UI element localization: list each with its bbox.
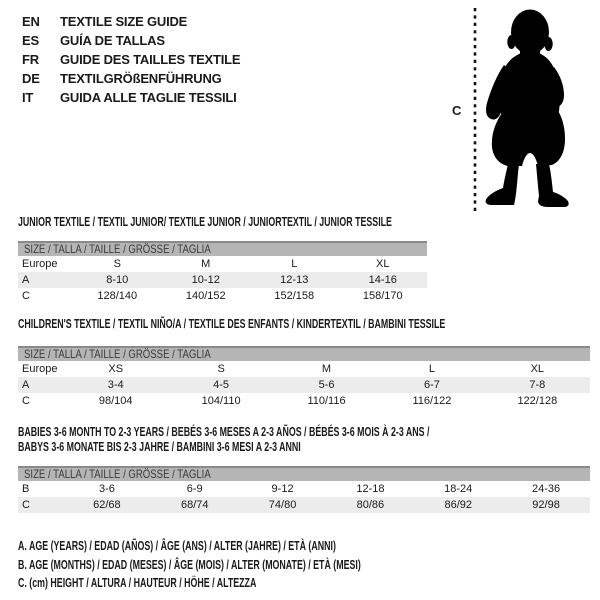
cell: 140/152: [185, 290, 226, 302]
cell: 86/92: [444, 499, 472, 511]
row-label: C: [22, 499, 30, 511]
row-label: C: [22, 395, 30, 407]
cell: 98/104: [98, 395, 133, 407]
cell: 5-6: [318, 379, 335, 391]
cell: 4-5: [213, 379, 230, 391]
cell: 104/110: [201, 395, 241, 407]
row-label: A: [22, 379, 30, 391]
row-label: A: [22, 274, 30, 286]
cell: 128/140: [97, 290, 138, 302]
section-title: [18, 316, 600, 331]
language-list: [22, 12, 240, 107]
language-row: [22, 12, 240, 31]
language-code: FR: [22, 52, 39, 67]
section-title-text: BABIES 3-6 MONTH TO 2-3 YEARS / BEBÉS 3-6 MESES A 2-3 AÑOS / BÉBÉS 3-6 MOIS À 2-3 ANS /: [18, 424, 430, 439]
cell: 8-10: [106, 274, 129, 286]
cell: 122/128: [517, 395, 558, 407]
toddler-silhouette: [450, 5, 595, 215]
table-row: [18, 288, 427, 304]
cell: S: [113, 258, 121, 270]
table-row: [18, 256, 427, 272]
cell: 92/98: [532, 499, 560, 511]
footnotes: [18, 537, 522, 593]
footnote: [18, 537, 522, 556]
language-label: GUIDE DES TAILLES TEXTILE: [60, 52, 241, 67]
language-code: EN: [22, 14, 40, 29]
cell: 12-18: [356, 483, 385, 495]
table-row: [18, 393, 590, 409]
cell: 62/68: [93, 499, 121, 511]
language-label: GUIDA ALLE TAGLIE TESSILI: [60, 90, 237, 105]
section-title-text: CHILDREN'S TEXTILE / TEXTIL NIÑO/A / TEXTILE DES ENFANTS / KINDERTEXTIL / BAMBINI TESSILE: [18, 316, 446, 331]
cell: XL: [530, 363, 545, 375]
size-header-text: SIZE / TALLA / TAILLE / GRÖSSE / TAGLIA: [24, 242, 211, 256]
cell: 110/116: [307, 395, 346, 407]
cell: 158/170: [362, 290, 403, 302]
language-label: TEXTILE SIZE GUIDE: [60, 14, 188, 29]
table-row: [18, 272, 427, 288]
footnote-text: B. AGE (MONTHS) / EDAD (MESES) / ÂGE (MOIS) / ALTER (MONATE) / ETÀ (MESI): [18, 556, 361, 572]
language-label: TEXTILGRÖßENFÜHRUNG: [60, 71, 222, 86]
cell: M: [201, 258, 211, 270]
cell: 7-8: [529, 379, 546, 391]
language-label: GUÍA DE TALLAS: [60, 33, 165, 48]
footnote-text: C. (cm) HEIGHT / ALTURA / HAUTEUR / HÖHE / ALTEZZA: [18, 575, 257, 590]
cell: 152/158: [274, 290, 315, 302]
language-row: [22, 50, 240, 69]
language-row: [22, 88, 240, 107]
size-header-bar: [18, 346, 590, 361]
cell: L: [428, 363, 435, 375]
table-row: [18, 377, 590, 393]
row-label: B: [22, 483, 30, 495]
section-title-text: JUNIOR TEXTILE / TEXTIL JUNIOR/ TEXTILE JUNIOR / JUNIORTEXTIL / JUNIOR TESSILE: [18, 214, 392, 229]
section-title-line: [18, 214, 568, 229]
cell: 3-6: [98, 483, 115, 495]
footnote: [18, 574, 522, 593]
section-title-line: [18, 316, 600, 331]
row-label: Europe: [22, 258, 58, 270]
language-code: DE: [22, 71, 40, 86]
table-row: [18, 361, 590, 377]
cell: 68/74: [180, 499, 209, 511]
cell: XL: [376, 258, 390, 270]
size-header-text: SIZE / TALLA / TAILLE / GRÖSSE / TAGLIA: [24, 347, 211, 361]
row-label: Europe: [22, 363, 58, 375]
cell: 24-36: [531, 483, 561, 495]
section-title: [18, 424, 600, 454]
section-title-line: [18, 439, 600, 454]
cell: L: [291, 258, 298, 270]
section-title: [18, 214, 568, 229]
size-table: [18, 241, 427, 304]
cell: 74/80: [268, 499, 297, 511]
table-row: [18, 497, 590, 513]
footnote: [18, 556, 522, 575]
cell: 9-12: [271, 483, 294, 495]
cell: 3-4: [107, 379, 124, 391]
language-row: [22, 31, 240, 50]
cell: 18-24: [444, 483, 473, 495]
cell: S: [217, 363, 225, 375]
row-label: C: [22, 290, 30, 302]
cell: 6-9: [186, 483, 203, 495]
footnote-text: A. AGE (YEARS) / EDAD (AÑOS) / ÂGE (ANS) / ALTER (JAHRE) / ETÀ (ANNI): [18, 538, 336, 553]
cell: 116/122: [412, 395, 452, 407]
cell: 10-12: [191, 274, 220, 286]
language-code: IT: [22, 90, 34, 105]
section-title-text: BABYS 3-6 MONATE BIS 2-3 JAHRE / BAMBINI 3-6 MESI A 2-3 ANNI: [18, 439, 301, 454]
size-table: [18, 466, 590, 513]
cell: XS: [108, 363, 124, 375]
cell: M: [321, 363, 332, 375]
cell: 6-7: [423, 379, 440, 391]
cell: 80/86: [356, 499, 385, 511]
language-row: [22, 69, 240, 88]
size-header-text: SIZE / TALLA / TAILLE / GRÖSSE / TAGLIA: [24, 467, 211, 481]
section-title-line: [18, 424, 600, 439]
cell: 14-16: [368, 274, 397, 286]
height-measure-label: C: [452, 103, 462, 118]
size-header-bar: [18, 241, 427, 256]
cell: 12-13: [280, 274, 309, 286]
size-header-bar: [18, 466, 590, 481]
size-table: [18, 346, 590, 409]
language-code: ES: [22, 33, 39, 48]
table-row: [18, 481, 590, 497]
